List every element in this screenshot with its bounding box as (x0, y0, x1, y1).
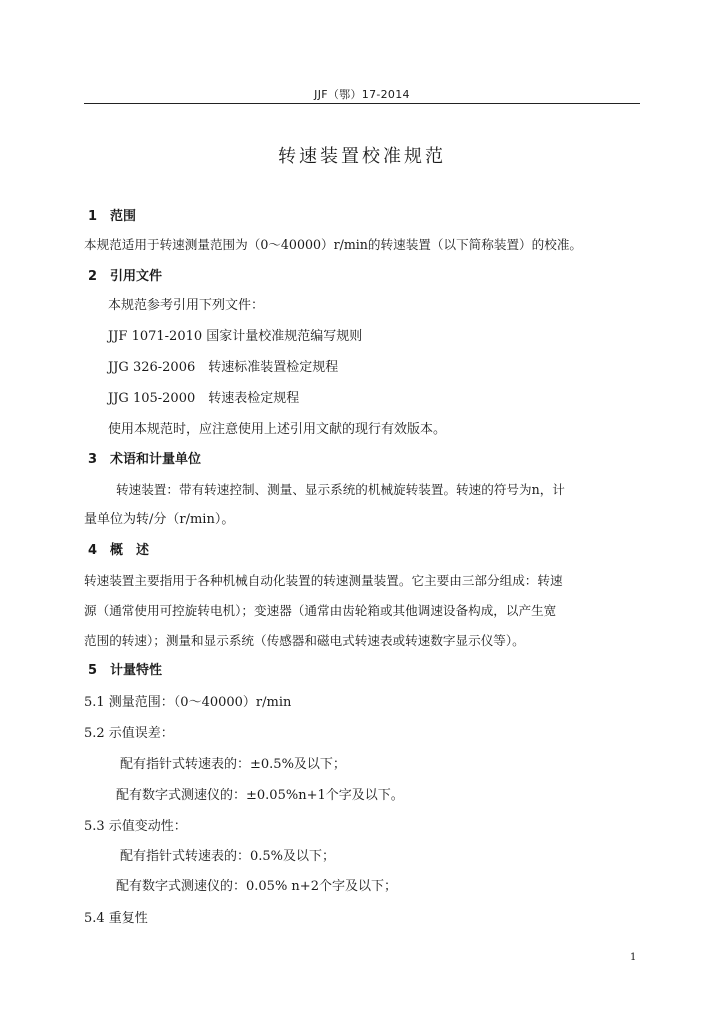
section-2-note: 使用本规范时，应注意使用上述引用文献的现行有效版本。 (108, 422, 447, 437)
section-4-paragraph-line: 转速装置主要指用于各种机械自动化装置的转速测量装置。它主要由三部分组成：转速 (84, 573, 563, 588)
clause-5-3: 5.3 示值变动性： (84, 819, 187, 834)
clause-5-4: 5.4 重复性 (84, 911, 148, 926)
clause-5-2-item: 配有指针式转速表的：±0.5%及以下； (120, 757, 346, 772)
section-3-heading: 3 术语和计量单位 (88, 452, 202, 467)
section-4-heading: 4 概 述 (88, 543, 150, 558)
section-4-paragraph-line: 范围的转速）；测量和显示系统（传感器和磁电式转速表或转速数字显示仪等）。 (84, 633, 525, 648)
section-3-paragraph-line: 转速装置：带有转速控制、测量、显示系统的机械旋转装置。转速的符号为n，计 (116, 482, 565, 497)
page-number: 1 (630, 952, 637, 963)
section-4-paragraph-line: 源（通常使用可控旋转电机）；变速器（通常由齿轮箱或其他调速设备构成，以产生宽 (84, 603, 557, 618)
clause-5-3-item: 配有指针式转速表的：0.5%及以下； (120, 849, 336, 864)
document-code-header: JJF（鄂）17-2014 (314, 88, 410, 101)
section-1-paragraph: 本规范适用于转速测量范围为（0～40000）r/min的转速装置（以下简称装置）的校准。 (84, 237, 583, 252)
clause-5-1: 5.1 测量范围：（0～40000）r/min (84, 695, 292, 710)
header-divider (84, 103, 640, 104)
reference-item: JJF 1071-2010 国家计量校准规范编写规则 (108, 329, 363, 344)
clause-5-2-item: 配有数字式测速仪的：±0.05%n+1个字及以下。 (116, 788, 404, 803)
document-title: 转速装置校准规范 (278, 146, 446, 167)
reference-item: JJG 105-2000 转速表检定规程 (108, 391, 300, 406)
section-2-intro: 本规范参考引用下列文件： (108, 298, 265, 313)
reference-item: JJG 326-2006 转速标准装置检定规程 (108, 360, 339, 375)
section-1-heading: 1 范围 (88, 209, 137, 224)
clause-5-2: 5.2 示值误差： (84, 726, 174, 741)
section-2-heading: 2 引用文件 (88, 269, 163, 284)
section-5-heading: 5 计量特性 (88, 663, 163, 678)
clause-5-3-item: 配有数字式测速仪的：0.05% n+2个字及以下； (116, 879, 397, 894)
section-3-paragraph-line: 量单位为转/分（r/min）。 (84, 512, 235, 527)
